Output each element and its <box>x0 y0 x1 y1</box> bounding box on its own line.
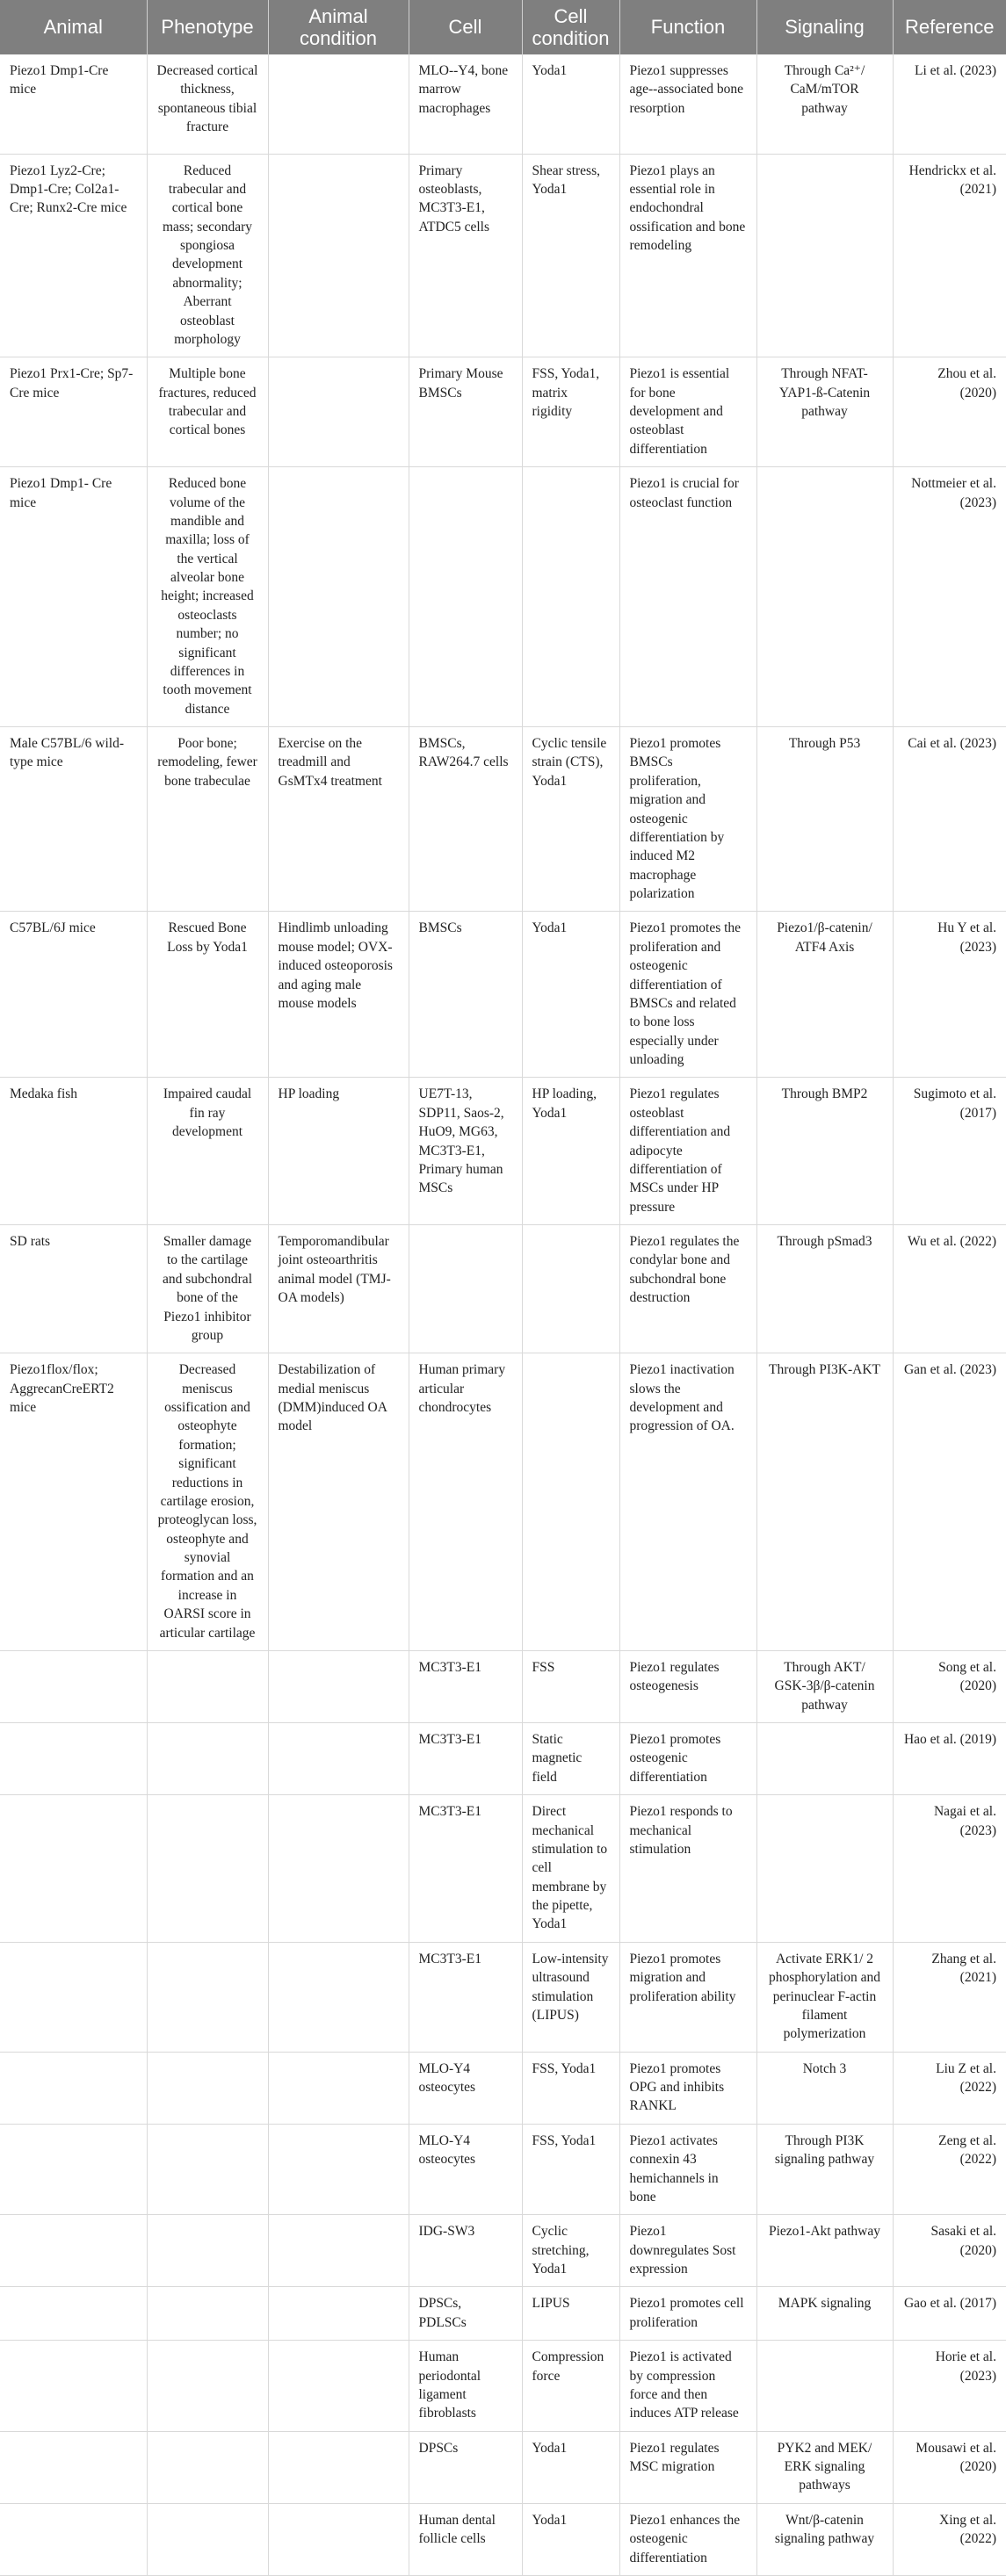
function-cell: Piezo1 is essential for bone development and osteoblast differentiation <box>619 357 756 467</box>
signaling-cell: Through AKT/ GSK-3β/β-catenin pathway <box>756 1650 893 1722</box>
animal-cell: Piezo1flox/flox; AggrecanCreERT2 mice <box>0 1353 147 1651</box>
table-row <box>0 1795 1006 1943</box>
phenotype-cell: Reduced trabecular and cortical bone mass; secondary spongiosa development abnormality; Aberrant osteoblast morphology <box>147 154 268 357</box>
function-cell: Piezo1 enhances the osteogenic differentiation <box>619 2503 756 2575</box>
cell-cell: BMSCs, RAW264.7 cells <box>409 727 522 912</box>
animal-condition-cell <box>268 2341 409 2432</box>
table-row <box>0 1078 1006 1225</box>
animal-cell <box>0 1942 147 2052</box>
reference-cell: Hu Y et al. (2023) <box>893 912 1006 1078</box>
cell-condition-cell <box>522 1225 619 1353</box>
cell-condition-cell: FSS, Yoda1 <box>522 2052 619 2124</box>
header-cell-condition: Cell condition <box>522 0 619 54</box>
animal-cell <box>0 2052 147 2124</box>
animal-cell <box>0 2287 147 2341</box>
cell-cell: Primary Mouse BMSCs <box>409 357 522 467</box>
header-function: Function <box>619 0 756 54</box>
animal-cell <box>0 1795 147 1943</box>
signaling-cell: MAPK signaling <box>756 2287 893 2341</box>
function-cell: Piezo1 is activated by compression force and then induces ATP release <box>619 2341 756 2432</box>
animal-cell: Piezo1 Dmp1-Cre mice <box>0 54 147 154</box>
table-row <box>0 2287 1006 2341</box>
animal-cell <box>0 1650 147 1722</box>
function-cell: Piezo1 responds to mechanical stimulation <box>619 1795 756 1943</box>
cell-cell: BMSCs <box>409 912 522 1078</box>
cell-condition-cell: Shear stress, Yoda1 <box>522 154 619 357</box>
signaling-cell: Wnt/β-catenin signaling pathway <box>756 2503 893 2575</box>
animal-condition-cell <box>268 1650 409 1722</box>
animal-cell: Piezo1 Dmp1- Cre mice <box>0 467 147 727</box>
table-row <box>0 912 1006 1078</box>
cell-condition-cell: Cyclic tensile strain (CTS), Yoda1 <box>522 727 619 912</box>
cell-cell: MC3T3-E1 <box>409 1942 522 2052</box>
function-cell: Piezo1 promotes migration and proliferation ability <box>619 1942 756 2052</box>
cell-condition-cell: LIPUS <box>522 2287 619 2341</box>
cell-condition-cell <box>522 1353 619 1651</box>
reference-cell: Liu Z et al. (2022) <box>893 2052 1006 2124</box>
phenotype-cell: Multiple bone fractures, reduced trabecular and cortical bones <box>147 357 268 467</box>
table-body <box>0 54 1006 2575</box>
phenotype-cell <box>147 1795 268 1943</box>
table-row <box>0 2341 1006 2432</box>
cell-condition-cell: Static magnetic field <box>522 1723 619 1795</box>
animal-condition-cell <box>268 54 409 154</box>
cell-cell: Human dental follicle cells <box>409 2503 522 2575</box>
function-cell: Piezo1 regulates osteoblast differentiation and adipocyte differentiation of MSCs under HP pressure <box>619 1078 756 1225</box>
animal-condition-cell: Destabilization of medial meniscus (DMM)induced OA model <box>268 1353 409 1651</box>
cell-cell: MC3T3-E1 <box>409 1650 522 1722</box>
phenotype-cell: Reduced bone volume of the mandible and maxilla; loss of the vertical alveolar bone height; increased osteoclasts number; no significant differences in tooth movement distance <box>147 467 268 727</box>
phenotype-cell <box>147 2215 268 2287</box>
cell-cell: Human periodontal ligament fibroblasts <box>409 2341 522 2432</box>
function-cell: Piezo1 regulates the condylar bone and subchondral bone destruction <box>619 1225 756 1353</box>
table-row <box>0 2503 1006 2575</box>
signaling-cell: Through Ca²⁺/ CaM/mTOR pathway <box>756 54 893 154</box>
phenotype-cell <box>147 2431 268 2503</box>
table-row <box>0 154 1006 357</box>
cell-condition-cell: Low-intensity ultrasound stimulation (LIPUS) <box>522 1942 619 2052</box>
phenotype-cell <box>147 2503 268 2575</box>
cell-condition-cell: FSS, Yoda1, matrix rigidity <box>522 357 619 467</box>
signaling-cell: Piezo1-Akt pathway <box>756 2215 893 2287</box>
header-animal: Animal <box>0 0 147 54</box>
table-row <box>0 1942 1006 2052</box>
cell-condition-cell: Direct mechanical stimulation to cell membrane by the pipette, Yoda1 <box>522 1795 619 1943</box>
reference-cell: Li et al. (2023) <box>893 54 1006 154</box>
phenotype-cell <box>147 1942 268 2052</box>
table-row <box>0 1353 1006 1651</box>
function-cell: Piezo1 promotes BMSCs proliferation, migration and osteogenic differentiation by induced M2 macrophage polarization <box>619 727 756 912</box>
animal-condition-cell <box>268 1723 409 1795</box>
cell-condition-cell: FSS <box>522 1650 619 1722</box>
table-row <box>0 2431 1006 2503</box>
animal-condition-cell <box>268 1942 409 2052</box>
signaling-cell: Through pSmad3 <box>756 1225 893 1353</box>
cell-cell: MLO-Y4 osteocytes <box>409 2124 522 2215</box>
cell-cell: Primary osteoblasts, MC3T3-E1, ATDC5 cells <box>409 154 522 357</box>
table-row <box>0 1225 1006 1353</box>
animal-condition-cell: HP loading <box>268 1078 409 1225</box>
phenotype-cell: Poor bone; remodeling, fewer bone trabeculae <box>147 727 268 912</box>
function-cell: Piezo1 promotes osteogenic differentiation <box>619 1723 756 1795</box>
reference-cell: Nagai et al. (2023) <box>893 1795 1006 1943</box>
cell-cell: MLO-Y4 osteocytes <box>409 2052 522 2124</box>
animal-cell: Piezo1 Lyz2-Cre; Dmp1-Cre; Col2a1-Cre; Runx2-Cre mice <box>0 154 147 357</box>
reference-cell: Nottmeier et al. (2023) <box>893 467 1006 727</box>
cell-condition-cell: Yoda1 <box>522 54 619 154</box>
animal-cell: SD rats <box>0 1225 147 1353</box>
signaling-cell: Piezo1/β-catenin/ ATF4 Axis <box>756 912 893 1078</box>
animal-condition-cell <box>268 467 409 727</box>
animal-condition-cell <box>268 2215 409 2287</box>
table-row <box>0 2215 1006 2287</box>
cell-cell <box>409 1225 522 1353</box>
function-cell: Piezo1 activates connexin 43 hemichannels in bone <box>619 2124 756 2215</box>
phenotype-cell <box>147 1650 268 1722</box>
signaling-cell <box>756 154 893 357</box>
animal-condition-cell <box>268 2287 409 2341</box>
animal-cell <box>0 2215 147 2287</box>
animal-cell: Piezo1 Prx1-Cre; Sp7-Cre mice <box>0 357 147 467</box>
function-cell: Piezo1 is crucial for osteoclast function <box>619 467 756 727</box>
animal-condition-cell: Exercise on the treadmill and GsMTx4 treatment <box>268 727 409 912</box>
reference-cell: Gan et al. (2023) <box>893 1353 1006 1651</box>
cell-cell: Human primary articular chondrocytes <box>409 1353 522 1651</box>
signaling-cell: Activate ERK1/ 2 phosphorylation and perinuclear F-actin filament polymerization <box>756 1942 893 2052</box>
cell-condition-cell: Yoda1 <box>522 2431 619 2503</box>
signaling-cell: Through P53 <box>756 727 893 912</box>
cell-cell: DPSCs <box>409 2431 522 2503</box>
header-phenotype: Phenotype <box>147 0 268 54</box>
table-row <box>0 1650 1006 1722</box>
animal-cell: Medaka fish <box>0 1078 147 1225</box>
animal-cell <box>0 2341 147 2432</box>
cell-cell: MLO--Y4, bone marrow macrophages <box>409 54 522 154</box>
phenotype-cell <box>147 2052 268 2124</box>
cell-condition-cell: Compression force <box>522 2341 619 2432</box>
reference-cell: Zeng et al. (2022) <box>893 2124 1006 2215</box>
animal-cell <box>0 2124 147 2215</box>
phenotype-cell: Decreased cortical thickness, spontaneous tibial fracture <box>147 54 268 154</box>
cell-condition-cell: Cyclic stretching, Yoda1 <box>522 2215 619 2287</box>
reference-cell: Hao et al. (2019) <box>893 1723 1006 1795</box>
phenotype-cell: Impaired caudal fin ray development <box>147 1078 268 1225</box>
table-row <box>0 2052 1006 2124</box>
function-cell: Piezo1 suppresses age--associated bone resorption <box>619 54 756 154</box>
function-cell: Piezo1 regulates osteogenesis <box>619 1650 756 1722</box>
reference-cell: Mousawi et al. (2020) <box>893 2431 1006 2503</box>
reference-cell: Sugimoto et al. (2017) <box>893 1078 1006 1225</box>
reference-cell: Zhang et al. (2021) <box>893 1942 1006 2052</box>
function-cell: Piezo1 plays an essential role in endochondral ossification and bone remodeling <box>619 154 756 357</box>
table-row <box>0 2124 1006 2215</box>
phenotype-cell <box>147 2124 268 2215</box>
cell-cell <box>409 467 522 727</box>
signaling-cell: Through PI3K-AKT <box>756 1353 893 1651</box>
header-signaling: Signaling <box>756 0 893 54</box>
animal-condition-cell: Hindlimb unloading mouse model; OVX-induced osteoporosis and aging male mouse models <box>268 912 409 1078</box>
function-cell: Piezo1 promotes the proliferation and osteogenic differentiation of BMSCs and related to bone loss especially under unloading <box>619 912 756 1078</box>
signaling-cell: PYK2 and MEK/ ERK signaling pathways <box>756 2431 893 2503</box>
animal-condition-cell: Temporomandibular joint osteoarthritis animal model (TMJ-OA models) <box>268 1225 409 1353</box>
cell-condition-cell: FSS, Yoda1 <box>522 2124 619 2215</box>
reference-cell: Sasaki et al. (2020) <box>893 2215 1006 2287</box>
animal-cell <box>0 1723 147 1795</box>
animal-condition-cell <box>268 154 409 357</box>
cell-cell: MC3T3-E1 <box>409 1723 522 1795</box>
cell-cell: UE7T-13, SDP11, Saos-2, HuO9, MG63, MC3T3-E1, Primary human MSCs <box>409 1078 522 1225</box>
reference-cell: Xing et al. (2022) <box>893 2503 1006 2575</box>
phenotype-cell: Rescued Bone Loss by Yoda1 <box>147 912 268 1078</box>
phenotype-cell <box>147 2341 268 2432</box>
signaling-cell <box>756 1795 893 1943</box>
cell-condition-cell: Yoda1 <box>522 912 619 1078</box>
cell-condition-cell <box>522 467 619 727</box>
function-cell: Piezo1 inactivation slows the development and progression of OA. <box>619 1353 756 1651</box>
reference-cell: Song et al. (2020) <box>893 1650 1006 1722</box>
phenotype-cell <box>147 2287 268 2341</box>
reference-cell: Gao et al. (2017) <box>893 2287 1006 2341</box>
phenotype-cell: Smaller damage to the cartilage and subchondral bone of the Piezo1 inhibitor group <box>147 1225 268 1353</box>
signaling-cell: Through BMP2 <box>756 1078 893 1225</box>
table-row <box>0 357 1006 467</box>
function-cell: Piezo1 regulates MSC migration <box>619 2431 756 2503</box>
animal-cell: C57BL/6J mice <box>0 912 147 1078</box>
phenotype-cell: Decreased meniscus ossification and osteophyte formation; significant reductions in cartilage erosion, proteoglycan loss, osteophyte and synovial formation and an increase in OARSI score in articular cartilage <box>147 1353 268 1651</box>
table-row <box>0 1723 1006 1795</box>
signaling-cell <box>756 467 893 727</box>
signaling-cell: Through NFAT-YAP1-ß-Catenin pathway <box>756 357 893 467</box>
phenotype-cell <box>147 1723 268 1795</box>
signaling-cell: Notch 3 <box>756 2052 893 2124</box>
function-cell: Piezo1 promotes OPG and inhibits RANKL <box>619 2052 756 2124</box>
animal-condition-cell <box>268 357 409 467</box>
signaling-cell <box>756 1723 893 1795</box>
signaling-cell: Through PI3K signaling pathway <box>756 2124 893 2215</box>
animal-condition-cell <box>268 1795 409 1943</box>
table-row <box>0 54 1006 154</box>
cell-cell: IDG-SW3 <box>409 2215 522 2287</box>
animal-condition-cell <box>268 2124 409 2215</box>
header-animal-condition: Animal condition <box>268 0 409 54</box>
table-row <box>0 467 1006 727</box>
cell-cell: DPSCs, PDLSCs <box>409 2287 522 2341</box>
reference-cell: Horie et al. (2023) <box>893 2341 1006 2432</box>
function-cell: Piezo1 downregulates Sost expression <box>619 2215 756 2287</box>
cell-cell: MC3T3-E1 <box>409 1795 522 1943</box>
header-reference: Reference <box>893 0 1006 54</box>
reference-cell: Wu et al. (2022) <box>893 1225 1006 1353</box>
function-cell: Piezo1 promotes cell proliferation <box>619 2287 756 2341</box>
reference-cell: Cai et al. (2023) <box>893 727 1006 912</box>
reference-cell: Hendrickx et al. (2021) <box>893 154 1006 357</box>
cell-condition-cell: HP loading, Yoda1 <box>522 1078 619 1225</box>
header-cell: Cell <box>409 0 522 54</box>
animal-cell <box>0 2431 147 2503</box>
signaling-cell <box>756 2341 893 2432</box>
header-row <box>0 0 1006 54</box>
animal-cell: Male C57BL/6 wild-type mice <box>0 727 147 912</box>
animal-condition-cell <box>268 2052 409 2124</box>
animal-condition-cell <box>268 2503 409 2575</box>
animal-cell <box>0 2503 147 2575</box>
table-row <box>0 727 1006 912</box>
animal-condition-cell <box>268 2431 409 2503</box>
cell-condition-cell: Yoda1 <box>522 2503 619 2575</box>
reference-cell: Zhou et al. (2020) <box>893 357 1006 467</box>
